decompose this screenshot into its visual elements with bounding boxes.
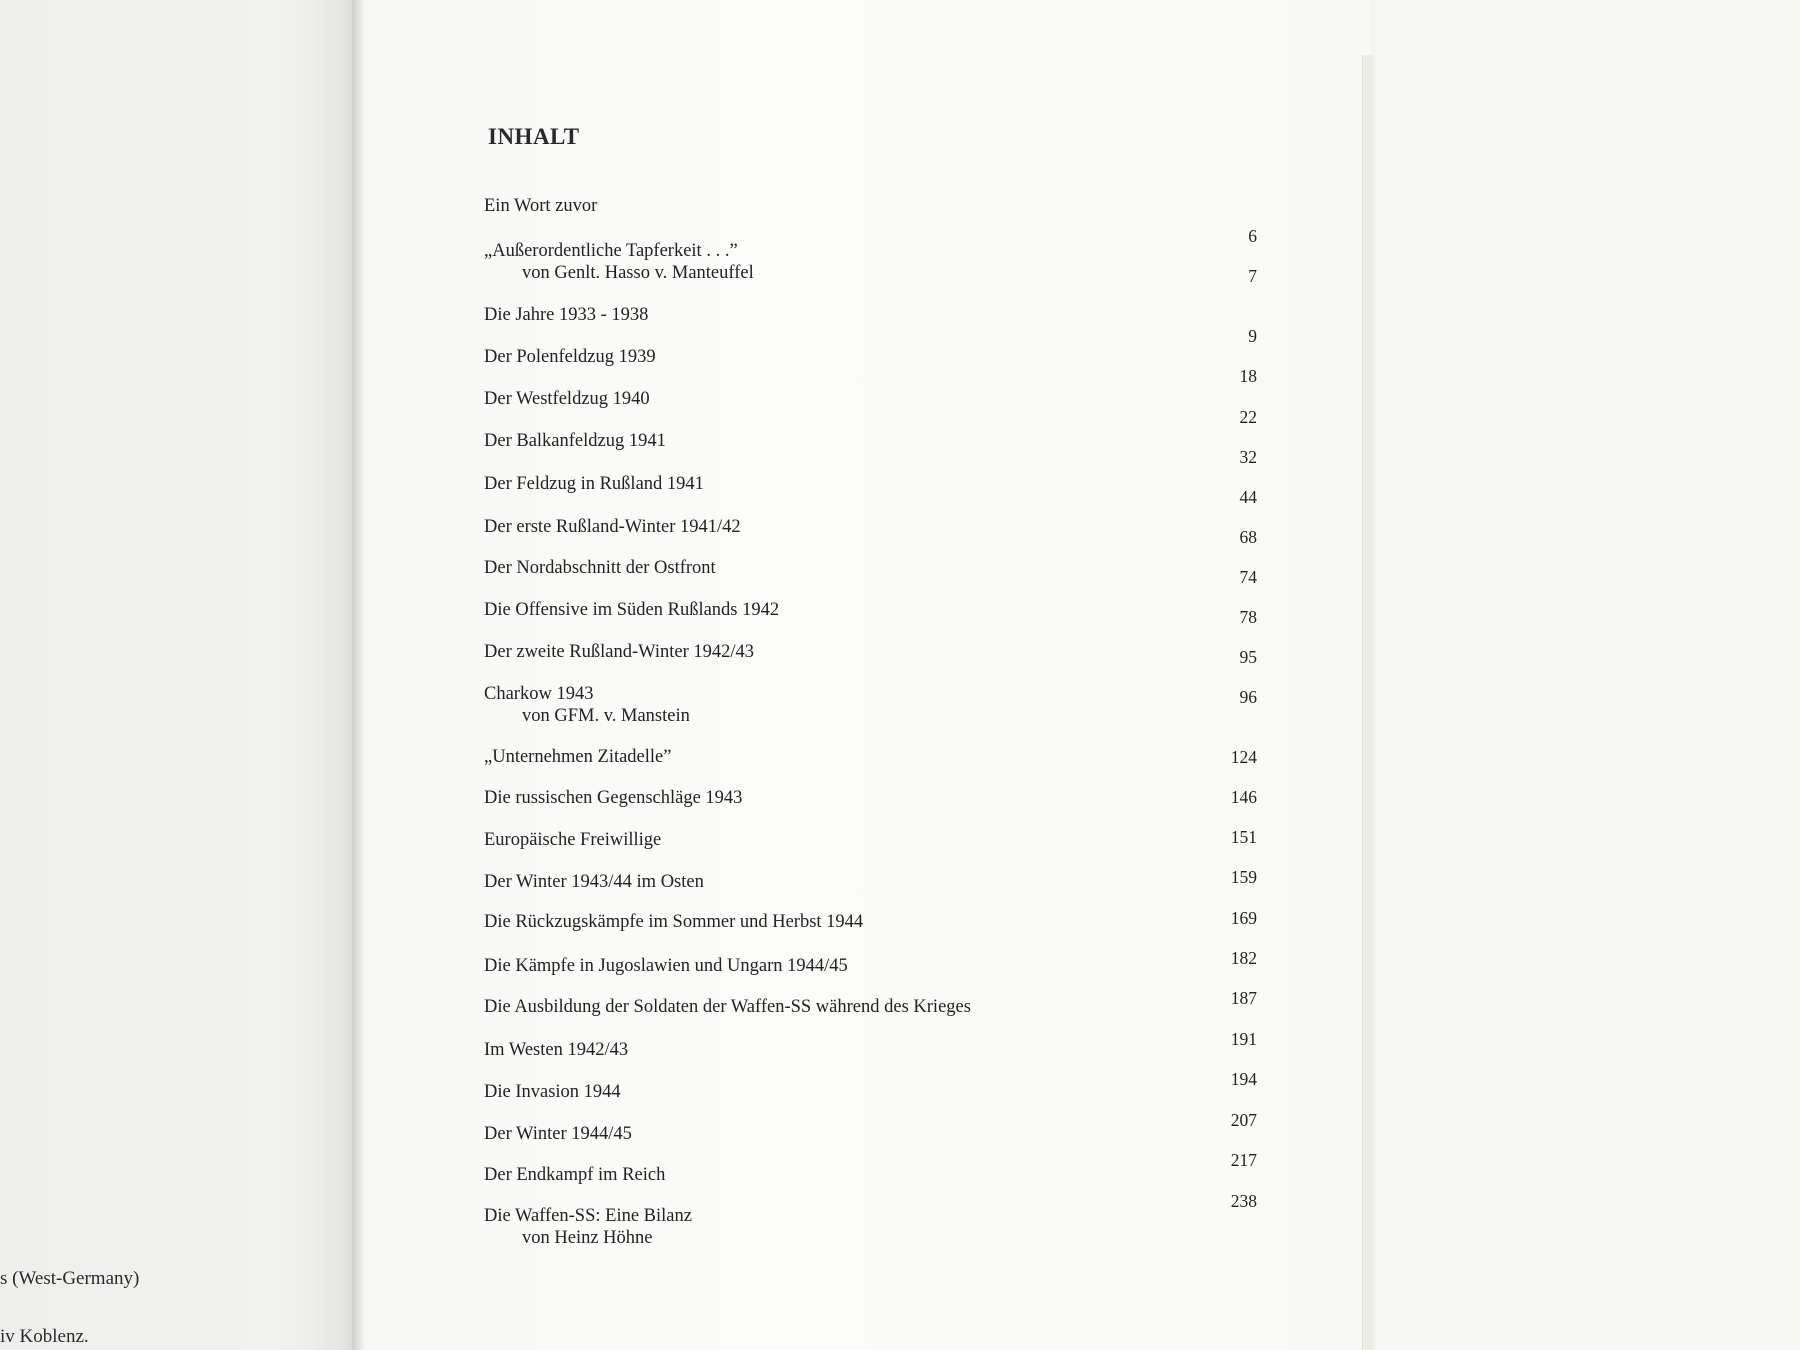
toc-page-number: 22: [1239, 407, 1257, 427]
table-background: [1376, 0, 1800, 1350]
toc-page-number: 191: [1230, 1029, 1257, 1049]
toc-entry-title: Der Winter 1944/45: [484, 1124, 632, 1144]
toc-entry-title: Die Ausbildung der Soldaten der Waffen-SS während des Krieges: [484, 997, 971, 1017]
toc-entry-title: Die Waffen-SS: Eine Bilanz: [484, 1206, 692, 1226]
toc-page-number: 187: [1230, 988, 1257, 1008]
toc-page-number: 68: [1239, 527, 1257, 547]
toc-entry-title: Der erste Rußland-Winter 1941/42: [484, 517, 741, 537]
toc-entry: [484, 599, 779, 621]
toc-title: INHALT: [488, 124, 580, 149]
toc-entry-title: Europäische Freiwillige: [484, 830, 662, 850]
toc-entry-title: Die Jahre 1933 - 1938: [484, 305, 649, 325]
toc-entry: [484, 388, 650, 410]
toc-entry: [484, 829, 661, 851]
toc-entry-title: Ein Wort zuvor: [484, 196, 598, 216]
page-edge: [1362, 55, 1377, 1350]
toc-entry: [484, 1039, 628, 1061]
toc-page-number: 217: [1230, 1150, 1257, 1170]
toc-entry: [484, 304, 648, 326]
toc-entry: [484, 473, 704, 495]
toc-entry-title: Der Nordabschnitt der Ostfront: [484, 558, 716, 578]
toc-page-number: 124: [1230, 747, 1257, 767]
toc-entry: [484, 195, 597, 217]
toc-entry: [484, 911, 863, 933]
left-page-fragment: s (West-Germany): [0, 1268, 140, 1289]
toc-entry: [484, 1123, 632, 1145]
toc-entry: [484, 996, 971, 1018]
toc-entry: [484, 557, 716, 579]
toc-entry: [484, 1164, 665, 1186]
toc-page-number: 7: [1248, 266, 1257, 286]
toc-page-number: 44: [1239, 487, 1257, 507]
toc-page-number: 95: [1239, 647, 1257, 667]
toc-page-number: 78: [1239, 607, 1257, 627]
toc-entry: [484, 787, 742, 809]
toc-entry-title: „Unternehmen Zitadelle”: [484, 747, 672, 767]
toc-entry: [484, 240, 754, 284]
toc-entry: [484, 346, 656, 368]
toc-entry: [484, 430, 666, 452]
toc-entry-title: Der Feldzug in Rußland 1941: [484, 474, 704, 494]
toc-page-number: 182: [1230, 948, 1257, 968]
toc-entry-title: Der Winter 1943/44 im Osten: [484, 872, 704, 892]
toc-entry-title: Der Westfeldzug 1940: [484, 389, 650, 409]
toc-entry-title: Charkow 1943: [484, 684, 594, 704]
toc-page-number: 74: [1239, 567, 1257, 587]
toc-page-number: 6: [1248, 226, 1257, 246]
toc-entry: [484, 516, 741, 538]
toc-entry: [484, 746, 671, 768]
toc-page-number: 238: [1230, 1191, 1257, 1211]
toc-entry-title: „Außerordentliche Tapferkeit . . .”: [484, 241, 738, 261]
toc-entry: [484, 1081, 621, 1103]
toc-page-number: 151: [1230, 827, 1257, 847]
toc-entry-author: von Heinz Höhne: [522, 1228, 653, 1248]
toc-entry-title: Die Invasion 1944: [484, 1082, 621, 1102]
toc-entry-title: Der Endkampf im Reich: [484, 1165, 666, 1185]
toc-page-number: 32: [1239, 447, 1257, 467]
toc-page-number: 96: [1239, 687, 1257, 707]
toc-entry-author: von GFM. v. Manstein: [522, 706, 690, 726]
toc-entry: [484, 871, 704, 893]
toc-entry: [484, 1205, 692, 1249]
toc-entry-author: von Genlt. Hasso v. Manteuffel: [522, 263, 754, 283]
toc-page-number: 9: [1248, 326, 1257, 346]
toc-entry-title: Die russischen Gegenschläge 1943: [484, 788, 743, 808]
toc-entry-title: Die Kämpfe in Jugoslawien und Ungarn 1944/45: [484, 956, 848, 976]
toc-page-number: 169: [1230, 908, 1257, 928]
toc-entry: [484, 641, 754, 663]
toc-page-number: 18: [1239, 366, 1257, 386]
toc-entry-title: Der zweite Rußland-Winter 1942/43: [484, 642, 754, 662]
toc-entry-title: Im Westen 1942/43: [484, 1040, 629, 1060]
toc-entry-title: Der Polenfeldzug 1939: [484, 347, 656, 367]
toc-page-number: 194: [1230, 1069, 1257, 1089]
toc-entry: [484, 955, 848, 977]
toc-entry-title: Die Rückzugskämpfe im Sommer und Herbst 1944: [484, 912, 864, 932]
left-page-fragment: iv Koblenz.: [0, 1326, 89, 1347]
toc-entry-title: Die Offensive im Süden Rußlands 1942: [484, 600, 780, 620]
left-page: [0, 0, 355, 1350]
toc-page-number: 207: [1230, 1110, 1257, 1130]
toc-entry: [484, 683, 690, 727]
toc-entry-title: Der Balkanfeldzug 1941: [484, 431, 666, 451]
toc-page-number: 146: [1230, 787, 1257, 807]
toc-page-number: 159: [1230, 867, 1257, 887]
